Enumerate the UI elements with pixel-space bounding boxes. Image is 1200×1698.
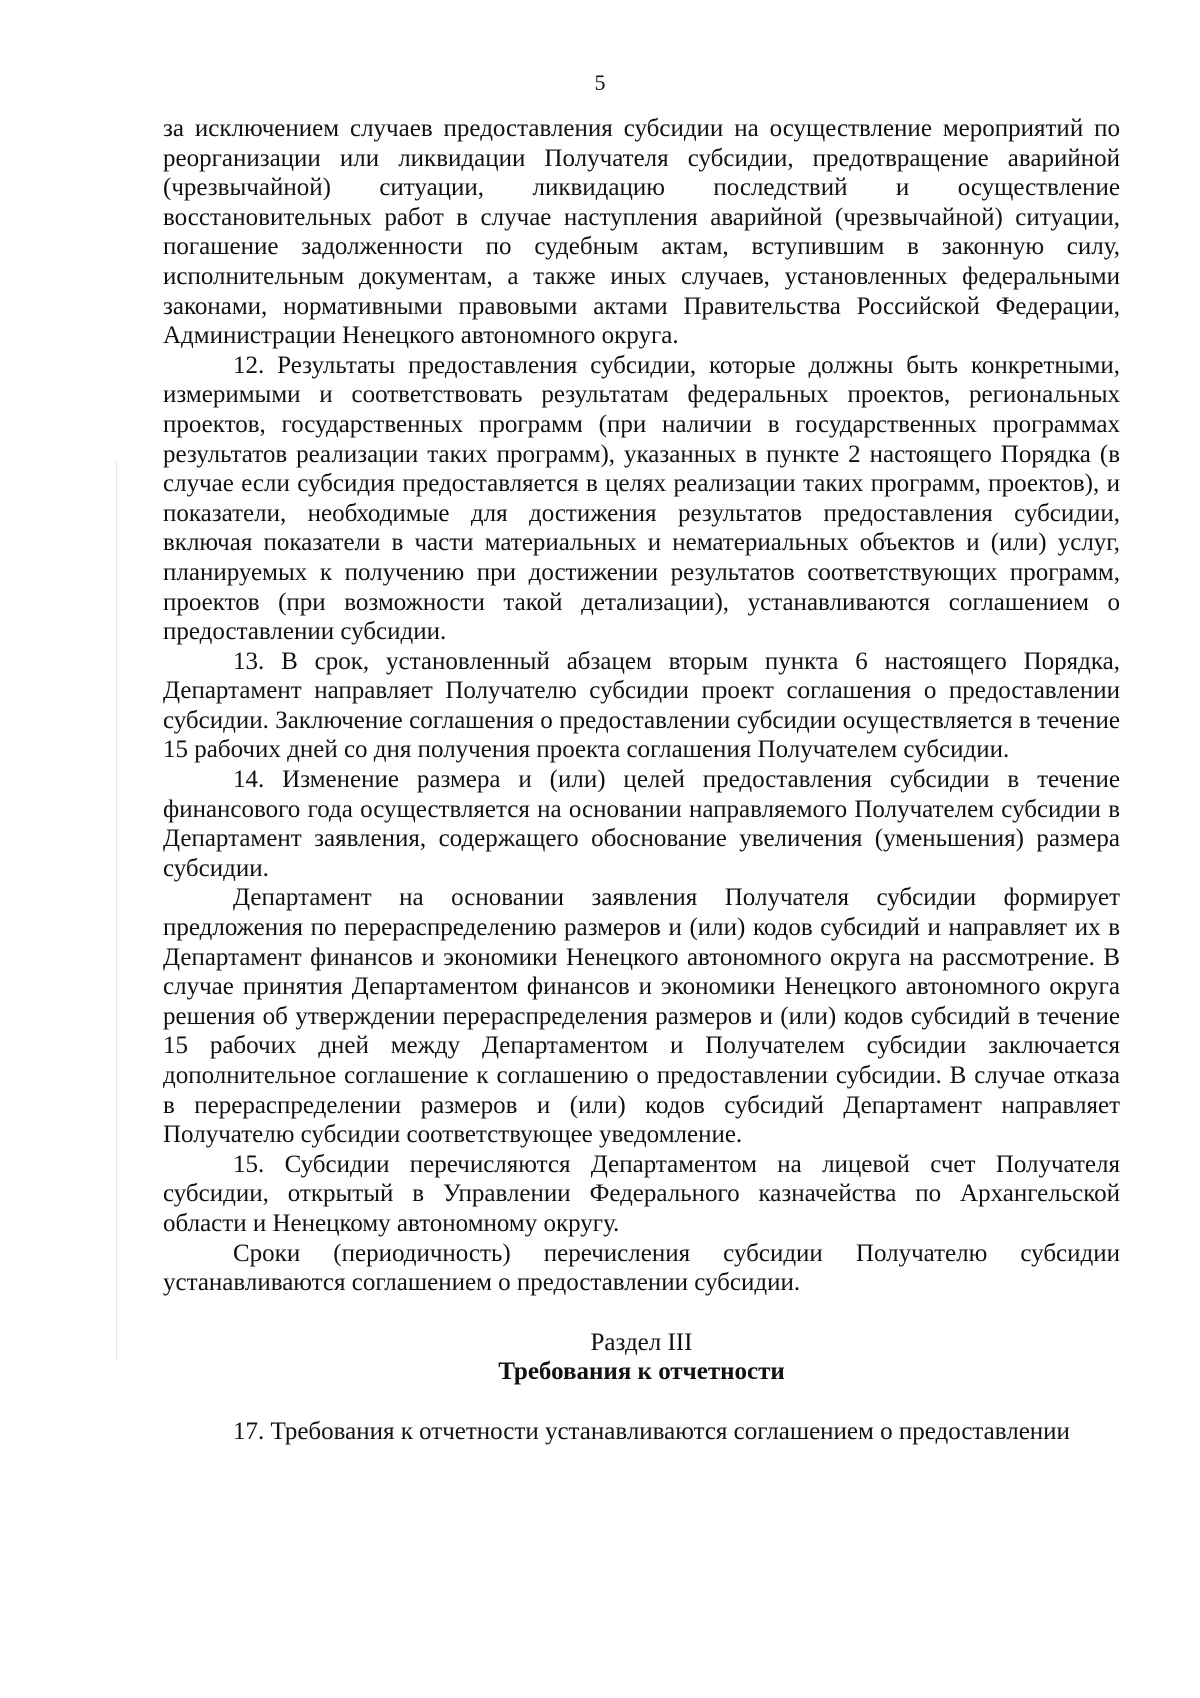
paragraph-17: 17. Требования к отчетности устанавливаются соглашением о предоставлении [233, 1417, 1070, 1445]
paragraph-14: 14. Изменение размера и (или) целей предоставления субсидии в течение финансового года осуществляется на основании направляемого Получателем субсидии в Департамент заявления, содержащего обоснование увеличения (уменьшения) размера субсидии. [163, 766, 1120, 882]
paragraph-14-department: Департамент на основании заявления Получателя субсидии формирует предложения по перераспределению размеров и (или) кодов субсидий и направляет их в Департамент финансов и экономики Ненецкого автономного округа на рассмотрение. В случае принятия Департаментом финансов и экономики Ненецкого автономного округа решения об утверждении перераспределения размеров и (или) кодов субсидий в течение 15 рабочих дней между Департаментом и Получателем субсидии заключается дополнительное соглашение к соглашению о предоставлении субсидии. В случае отказа в перераспределении размеров и (или) кодов субсидий Департамент направляет Получателю субсидии соответствующее уведомление. [163, 884, 1120, 1149]
paragraph-12: 12. Результаты предоставления субсидии, которые должны быть конкретными, измеримыми и соответствовать результатам федеральных проектов, региональных проектов, государственных программ (при наличии в государственных программах результатов реализации таких программ), указанных в пункте 2 настоящего Порядка (в случае если субсидия предоставляется в целях реализации таких программ, проектов), и показатели, необходимые для достижения результатов предоставления субсидии, включая показатели в части материальных и нематериальных объектов и (или) услуг, планируемых к получению при достижении результатов соответствующих программ, проектов (при возможности такой детализации), устанавливаются соглашением о предоставлении субсидии. [163, 351, 1120, 646]
paragraph-15: 15. Субсидии перечисляются Департаментом на лицевой счет Получателя субсидии, открытый в Управлении Федерального казначейства по Архангельской области и Ненецкому автономному округу. [163, 1150, 1120, 1237]
section-heading: Требования к отчетности [498, 1358, 785, 1386]
heading-spacer [163, 1387, 1120, 1417]
section-number: Раздел III [590, 1328, 693, 1356]
section-spacer [163, 1298, 1120, 1328]
page-number: 5 [594, 70, 606, 95]
paragraph-15-terms: Сроки (периодичность) перечисления субсидии Получателю субсидии устанавливаются соглашением о предоставлении субсидии. [163, 1239, 1120, 1297]
paragraph-continuation: за исключением случаев предоставления субсидии на осуществление мероприятий по реорганизации или ликвидации Получателя субсидии, предотвращение аварийной (чрезвычайной) ситуации, ликвидацию последствий и осуществление восстановительных работ в случае наступления аварийной (чрезвычайной) ситуации, погашение задолженности по судебным актам, вступившим в законную силу, исполнительным документам, а также иных случаев, установленных федеральными законами, нормативными правовыми актами Правительства Российской Федерации, Администрации Ненецкого автономного округа. [163, 115, 1120, 350]
paragraph-13: 13. В срок, установленный абзацем вторым пункта 6 настоящего Порядка, Департамент направляет Получателю субсидии проект соглашения о предоставлении субсидии. Заключение соглашения о предоставлении субсидии осуществляется в течение 15 рабочих дней со дня получения проекта соглашения Получателем субсидии. [163, 647, 1120, 764]
document-body [163, 114, 1120, 1447]
scan-margin-line [116, 460, 117, 1360]
